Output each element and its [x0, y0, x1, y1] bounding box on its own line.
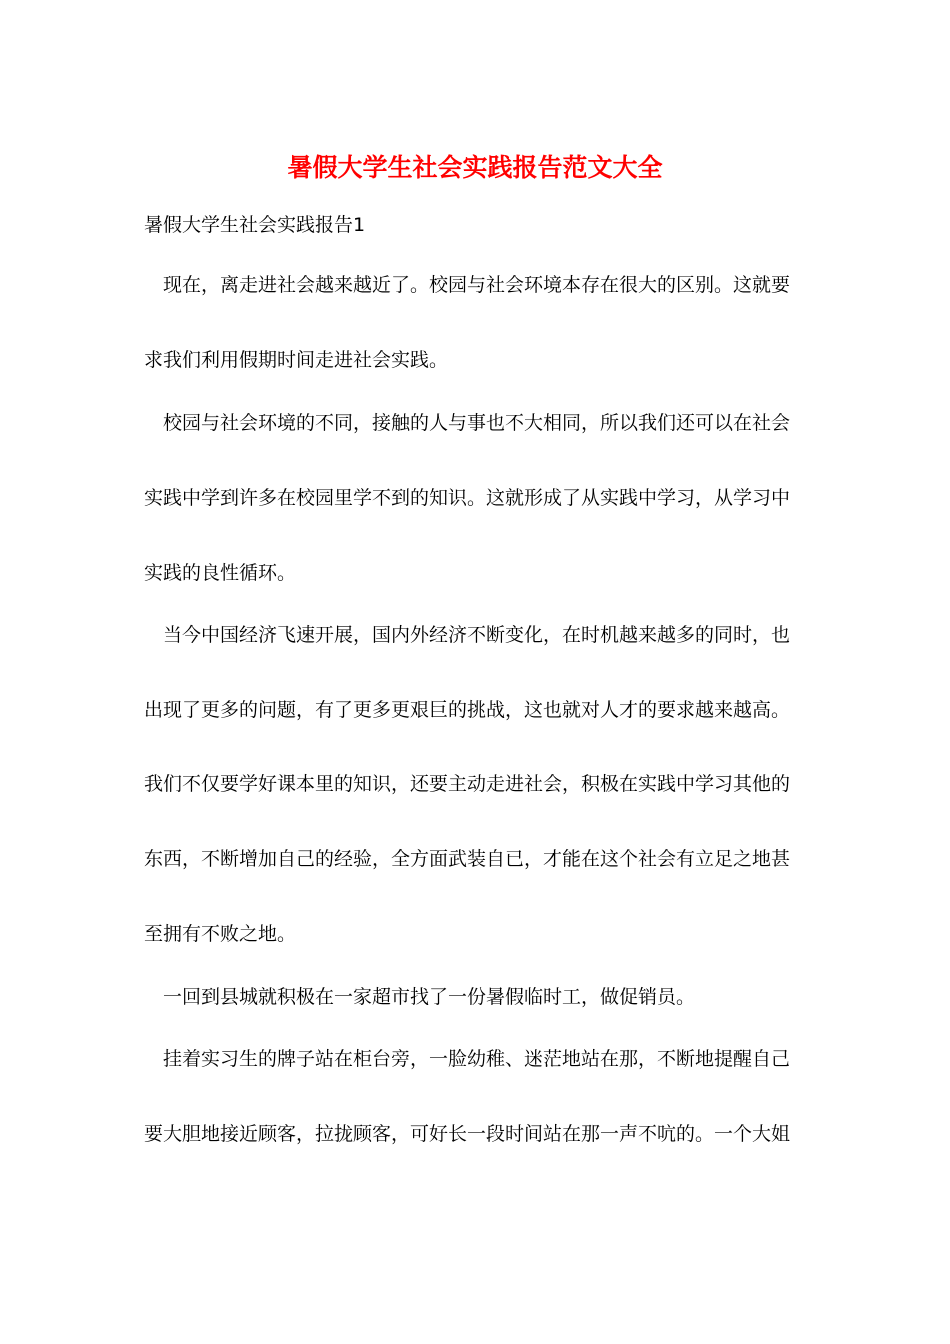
paragraph-line: 我们不仅要学好课本里的知识，还要主动走进社会，积极在实践中学习其他的 — [144, 773, 791, 795]
document-title: 暑假大学生社会实践报告范文大全 — [287, 153, 663, 182]
paragraph-line: 实践的良性循环。 — [144, 562, 297, 584]
paragraph-line: 现在，离走进社会越来越近了。校园与社会环境本存在很大的区别。这就要 — [163, 274, 791, 296]
paragraph-line: 挂着实习生的牌子站在柜台旁，一脸幼稚、迷茫地站在那，不断地提醒自己 — [163, 1048, 791, 1070]
paragraph-line: 实践中学到许多在校园里学不到的知识。这就形成了从实践中学习，从学习中 — [144, 487, 791, 509]
paragraph-line: 当今中国经济飞速开展，国内外经济不断变化，在时机越来越多的同时，也 — [163, 624, 791, 646]
paragraph-line: 至拥有不败之地。 — [144, 923, 297, 945]
paragraph-line: 要大胆地接近顾客，拉拢顾客，可好长一段时间站在那一声不吭的。一个大姐 — [144, 1123, 791, 1145]
paragraph-line: 出现了更多的问题，有了更多更艰巨的挑战，这也就对人才的要求越来越高。 — [144, 699, 791, 721]
paragraph-line: 东西，不断增加自己的经验，全方面武装自已，才能在这个社会有立足之地甚 — [144, 848, 791, 870]
section-heading: 暑假大学生社会实践报告1 — [144, 214, 366, 236]
paragraph-line: 一回到县城就积极在一家超市找了一份暑假临时工，做促销员。 — [163, 986, 696, 1008]
paragraph-line: 校园与社会环境的不同，接触的人与事也不大相同，所以我们还可以在社会 — [163, 412, 791, 434]
paragraph-line: 求我们利用假期时间走进社会实践。 — [144, 349, 449, 371]
